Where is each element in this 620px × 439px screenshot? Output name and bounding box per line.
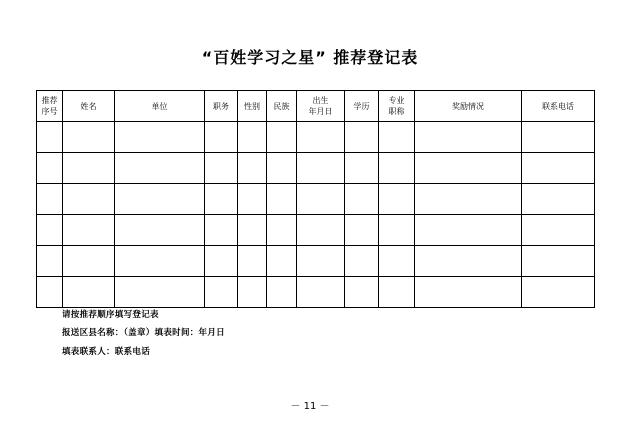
table-cell[interactable] <box>297 215 345 246</box>
table-cell[interactable] <box>415 246 522 277</box>
table-cell[interactable] <box>63 184 115 215</box>
table-cell[interactable] <box>37 153 63 184</box>
table-cell[interactable] <box>37 184 63 215</box>
table-cell[interactable] <box>379 246 415 277</box>
table-cell[interactable] <box>238 184 267 215</box>
table-cell[interactable] <box>267 122 297 153</box>
table-row <box>37 184 595 215</box>
table-cell[interactable] <box>115 215 205 246</box>
table-cell[interactable] <box>205 277 238 308</box>
header-education: 学历 <box>345 91 379 122</box>
table-cell[interactable] <box>297 122 345 153</box>
table-cell[interactable] <box>267 153 297 184</box>
note-fill-order: 请按推荐顺序填写登记表 <box>62 310 159 320</box>
table-header-row <box>37 91 595 122</box>
table-cell[interactable] <box>297 153 345 184</box>
table-cell[interactable] <box>379 215 415 246</box>
table-cell[interactable] <box>238 153 267 184</box>
table-cell[interactable] <box>115 246 205 277</box>
table-cell[interactable] <box>345 246 379 277</box>
table-cell[interactable] <box>415 153 522 184</box>
table-cell[interactable] <box>63 122 115 153</box>
header-ethnicity: 民族 <box>267 91 297 122</box>
table-row <box>37 215 595 246</box>
table-cell[interactable] <box>522 184 595 215</box>
table-cell[interactable] <box>205 122 238 153</box>
table-cell[interactable] <box>345 277 379 308</box>
table-cell[interactable] <box>267 184 297 215</box>
table-row <box>37 122 595 153</box>
table-cell[interactable] <box>379 122 415 153</box>
table-cell[interactable] <box>415 122 522 153</box>
table-cell[interactable] <box>522 246 595 277</box>
table-cell[interactable] <box>238 246 267 277</box>
header-recommend-no: 推荐 序号 <box>37 91 63 122</box>
table-cell[interactable] <box>345 215 379 246</box>
table-cell[interactable] <box>297 277 345 308</box>
table-cell[interactable] <box>63 277 115 308</box>
table-cell[interactable] <box>63 246 115 277</box>
table-cell[interactable] <box>238 215 267 246</box>
table-cell[interactable] <box>522 277 595 308</box>
table-cell[interactable] <box>522 215 595 246</box>
registration-table <box>36 90 595 308</box>
table-cell[interactable] <box>63 153 115 184</box>
page-number: － 11 － <box>290 401 330 412</box>
document-title: “百姓学习之星” 推荐登记表 <box>201 48 419 67</box>
table-cell[interactable] <box>115 184 205 215</box>
table-cell[interactable] <box>205 246 238 277</box>
header-name: 姓名 <box>63 91 115 122</box>
table-cell[interactable] <box>415 184 522 215</box>
table-cell[interactable] <box>267 246 297 277</box>
table-cell[interactable] <box>37 215 63 246</box>
header-birth-date: 出生 年月日 <box>297 91 345 122</box>
table-cell[interactable] <box>379 184 415 215</box>
header-gender: 性别 <box>238 91 267 122</box>
table-cell[interactable] <box>63 215 115 246</box>
table-cell[interactable] <box>115 122 205 153</box>
table-cell[interactable] <box>37 122 63 153</box>
table-row <box>37 153 595 184</box>
table-cell[interactable] <box>205 215 238 246</box>
table-cell[interactable] <box>267 215 297 246</box>
header-phone: 联系电话 <box>522 91 595 122</box>
header-title: 专业 职称 <box>379 91 415 122</box>
table-cell[interactable] <box>205 153 238 184</box>
table-cell[interactable] <box>522 153 595 184</box>
table-cell[interactable] <box>238 277 267 308</box>
table-body <box>37 122 595 308</box>
table-cell[interactable] <box>297 246 345 277</box>
table-row <box>37 246 595 277</box>
table-cell[interactable] <box>267 277 297 308</box>
header-unit: 单位 <box>115 91 205 122</box>
table-cell[interactable] <box>115 153 205 184</box>
table-cell[interactable] <box>345 153 379 184</box>
table-cell[interactable] <box>415 277 522 308</box>
table-cell[interactable] <box>379 277 415 308</box>
table-cell[interactable] <box>522 122 595 153</box>
table-cell[interactable] <box>297 184 345 215</box>
table-row <box>37 277 595 308</box>
table-cell[interactable] <box>379 153 415 184</box>
table-cell[interactable] <box>115 277 205 308</box>
table-cell[interactable] <box>345 184 379 215</box>
header-awards: 奖励情况 <box>415 91 522 122</box>
table-cell[interactable] <box>37 277 63 308</box>
table-cell[interactable] <box>238 122 267 153</box>
table-cell[interactable] <box>415 215 522 246</box>
table-cell[interactable] <box>345 122 379 153</box>
note-district-stamp-date: 报送区县名称：（盖章）填表时间：年月日 <box>62 328 225 338</box>
note-contact-person-phone: 填表联系人：联系电话 <box>62 347 151 357</box>
header-position: 职务 <box>205 91 238 122</box>
table-cell[interactable] <box>205 184 238 215</box>
table-cell[interactable] <box>37 246 63 277</box>
